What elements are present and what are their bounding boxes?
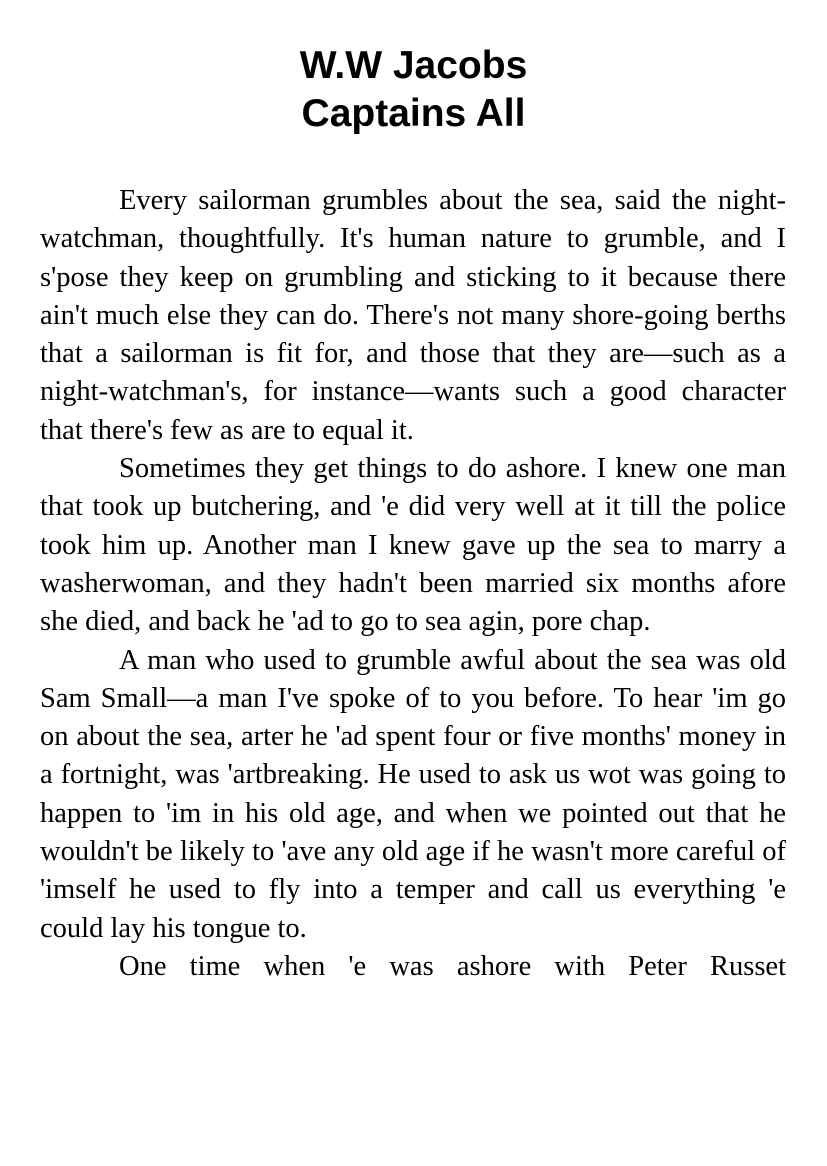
paragraph-4: One time when 'e was ashore with Peter Russet: [119, 950, 786, 982]
book-title: Captains All: [301, 92, 526, 135]
paragraph-1: Every sailorman grumbles about the sea, said the night-watchman, thoughtfully. It's human nature to grumble, and I s'pose they keep on grumbling and sticking to it because there ain't much else they can do. There's not many shore-going berths that a sailorman is fit for, and those that they are—such as a night-watchman's, for instance—wants such a good character that there's few as are to equal it.: [40, 185, 786, 446]
paragraph-2: Sometimes they get things to do ashore. I knew one man that took up butchering, and 'e did very well at it till the police took him up. Another man I knew gave up the sea to marry a washerwoman, and they hadn't been married six months afore she died, and back he 'ad to go to sea agin, pore chap.: [40, 453, 786, 638]
page-header: [0, 42, 827, 138]
author-name: W.W Jacobs: [299, 44, 528, 87]
paragraph-3: A man who used to grumble awful about the sea was old Sam Small—a man I've spoke of to you before. To hear 'im go on about the sea, arter he 'ad spent four or five months' money in a fortnight, was 'artbreaking. He used to ask us wot was going to happen to 'im in his old age, and when we pointed out that he wouldn't be likely to 'ave any old age if he wasn't more careful of 'imself he used to fly into a temper and call us everything 'e could lay his tongue to.: [40, 644, 786, 944]
story-text: [40, 182, 786, 986]
